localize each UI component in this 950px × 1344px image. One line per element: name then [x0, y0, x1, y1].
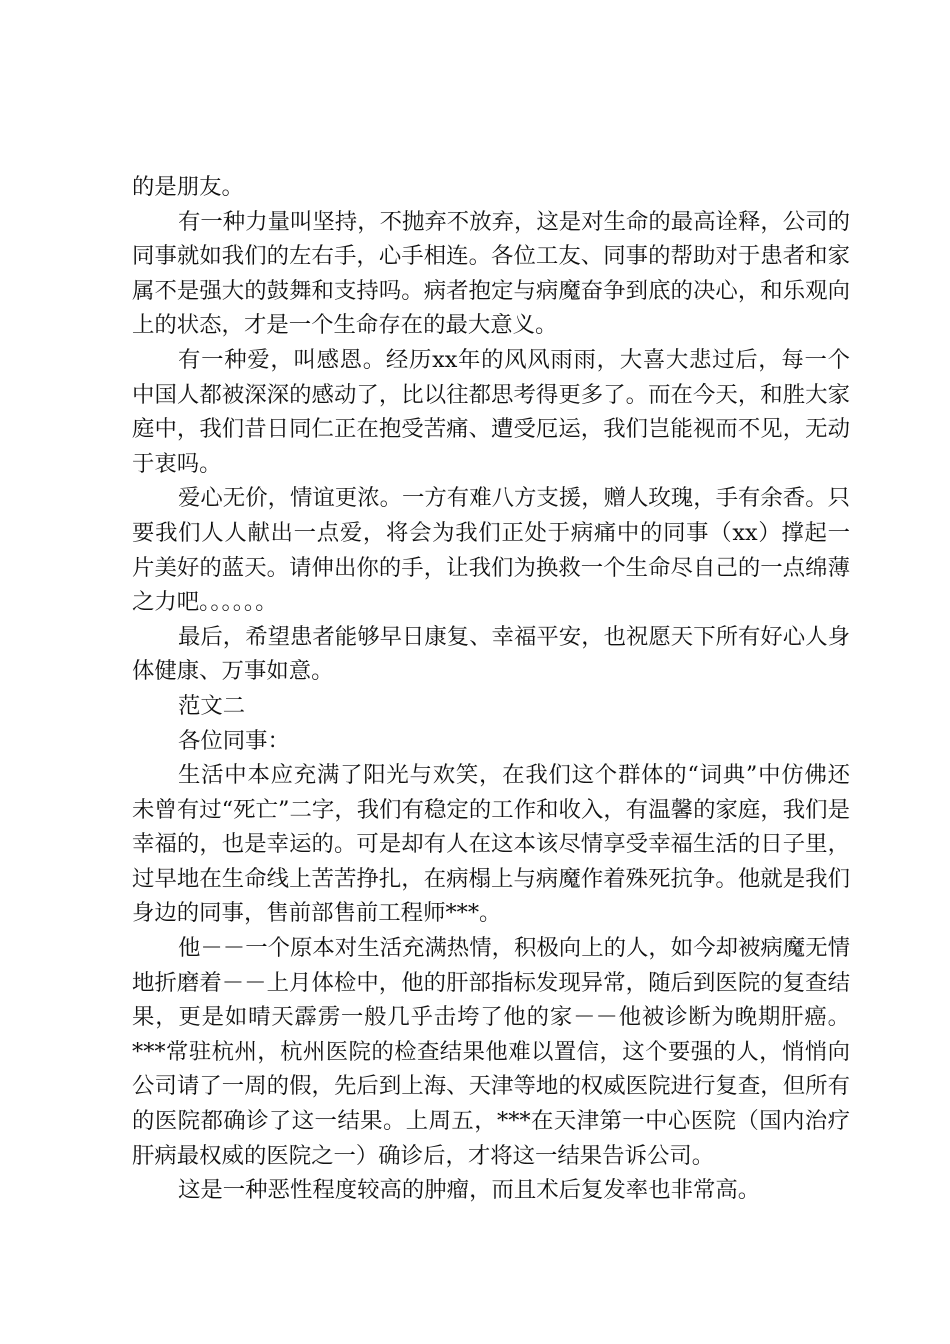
paragraph-love-priceless: 爱心无价，情谊更浓。一方有难八方支援，赠人玫瑰，手有余香。只要我们人人献出一点爱，将会为我们正处于病痛中的同事（xx）撑起一片美好的蓝天。请伸出你的手，让我们为换救一个生命尽自己的一点绵薄之力吧。。。。。。: [132, 485, 850, 616]
paragraph-gratitude: 有一种爱，叫感恩。经历xx年的风风雨雨，大喜大悲过后，每一个中国人都被深深的感动了，比以往都思考得更多了。而在今天，和胜大家庭中，我们昔日同仁正在抱受苦痛、遭受厄运，我们岂能视而不见，无动于衷吗。: [132, 346, 850, 477]
paragraph-continuation: 的是朋友。: [132, 174, 244, 200]
document-body: [132, 170, 850, 1208]
section-heading-sample-two: 范文二: [178, 692, 246, 719]
paragraph-closing-wishes: 最后，希望患者能够早日康复、幸福平安，也祝愿天下所有好心人身体健康、万事如意。: [132, 623, 850, 685]
paragraph-persistence: 有一种力量叫坚持，不抛弃不放弃，这是对生命的最高诠释，公司的同事就如我们的左右手，心手相连。各位工友、同事的帮助对于患者和家属不是强大的鼓舞和支持吗。病者抱定与病魔奋争到底的决心，和乐观向上的状态，才是一个生命存在的最大意义。: [132, 208, 850, 339]
paragraph-life-introduction: 生活中本应充满了阳光与欢笑，在我们这个群体的“词典”中仿佛还未曾有过“死亡”二字，我们有稳定的工作和收入，有温馨的家庭，我们是幸福的，也是幸运的。可是却有人在这本该尽情享受幸福生活的日子里，过早地在生命线上苦苦挣扎，在病榻上与病魔作着殊死抗争。他就是我们身边的同事，售前部售前工程师***。: [132, 762, 850, 927]
paragraph-diagnosis: 他－－一个原本对生活充满热情，积极向上的人，如今却被病魔无情地折磨着－－上月体检中，他的肝部指标发现异常，随后到医院的复查结果，更是如晴天霹雳一般几乎击垮了他的家－－他被诊断为晚期肝癌。***常驻杭州，杭州医院的检查结果他难以置信，这个要强的人，悄悄向公司请了一周的假，先后到上海、天津等地的权威医院进行复查，但所有的医院都确诊了这一结果。上周五，***在天津第一中心医院（国内治疗肝病最权威的医院之一）确诊后，才将这一结果告诉公司。: [132, 935, 850, 1169]
salutation: 各位同事：: [178, 727, 290, 754]
paragraph-tumor-note: 这是一种恶性程度较高的肿瘤，而且术后复发率也非常高。: [178, 1177, 761, 1204]
